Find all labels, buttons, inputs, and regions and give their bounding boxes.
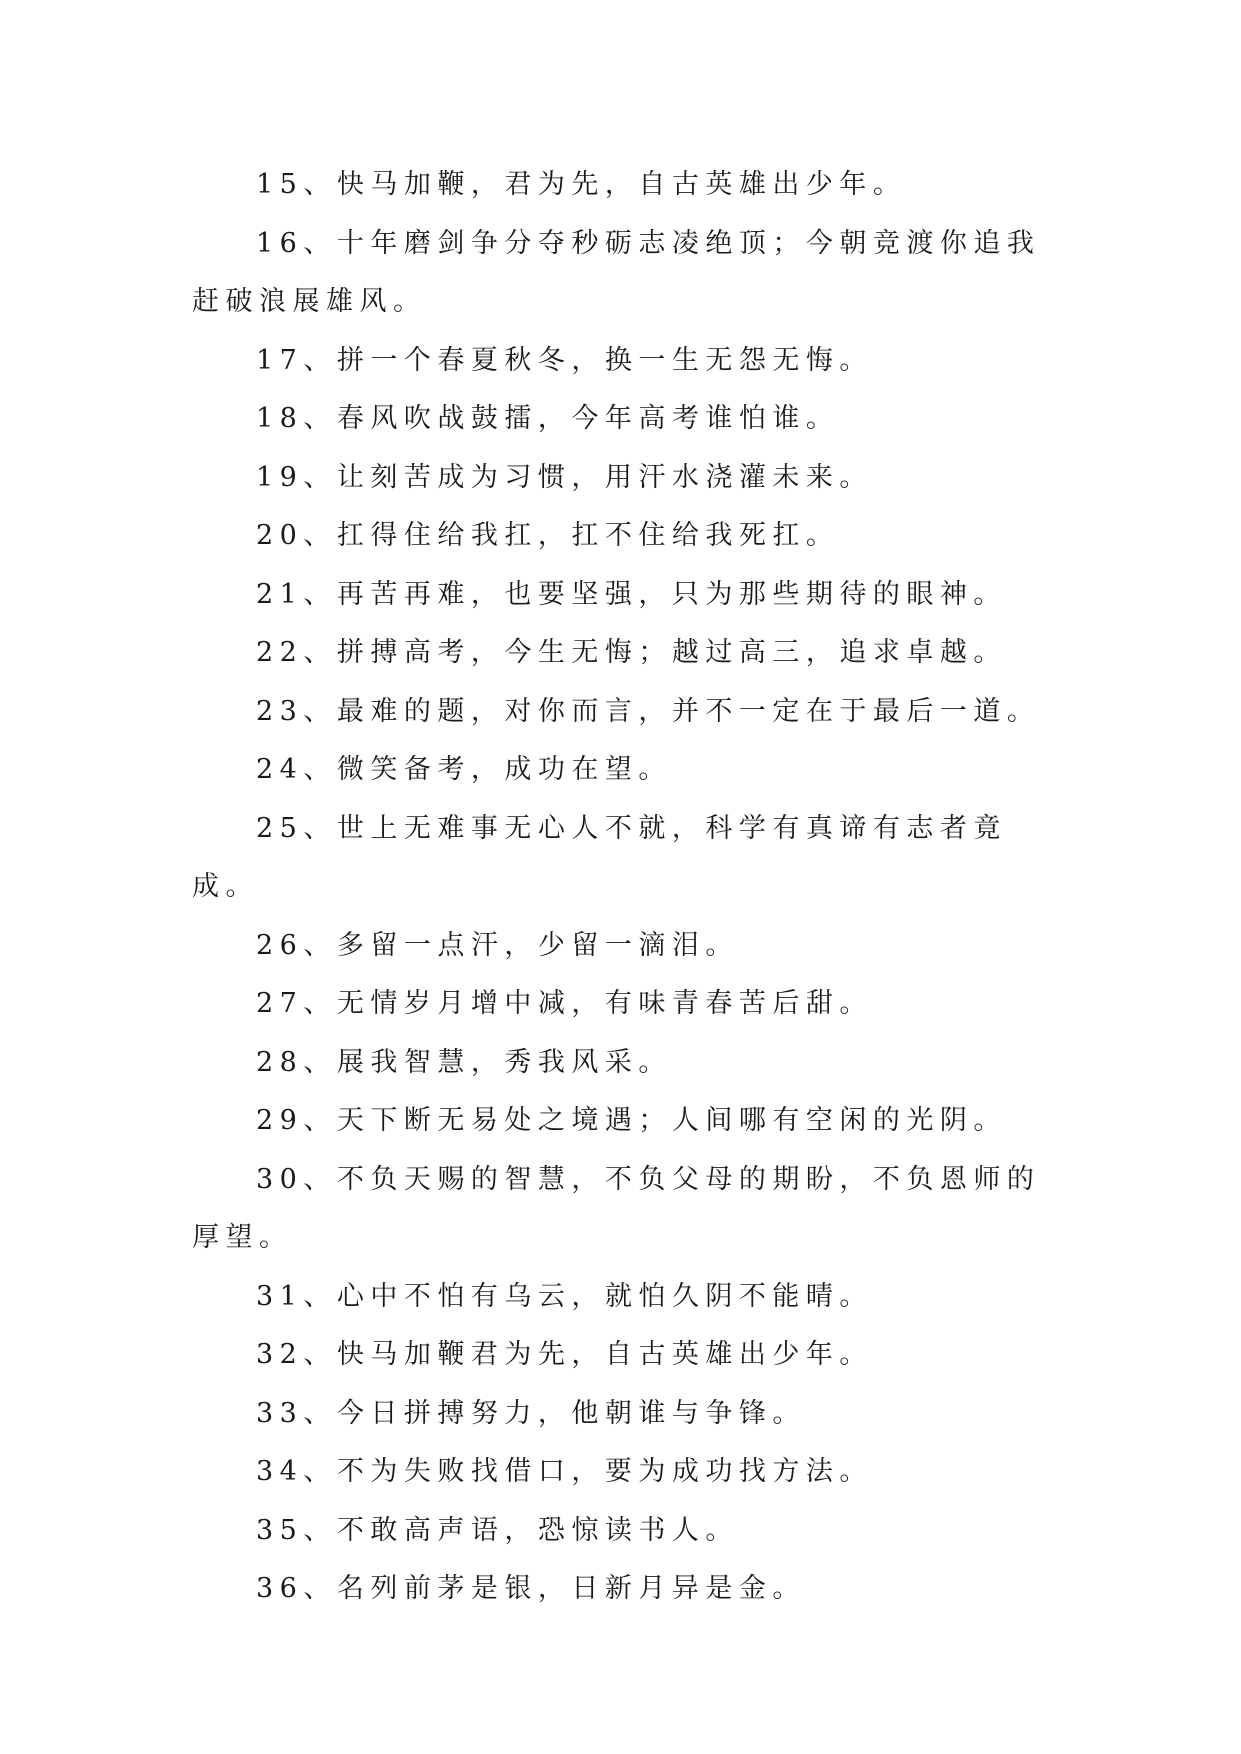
list-item: 27、无情岁月增中减，有味青春苦后甜。 [256,988,873,1019]
list-item: 32、快马加鞭君为先，自古英雄出少年。 [256,1339,873,1370]
list-item: 24、微笑备考，成功在望。 [256,754,672,785]
list-item: 19、让刻苦成为习惯，用汗水浇灌未来。 [256,461,873,493]
list-item: 25、世上无难事无心人不就，科学有真谛有志者竟成。 [192,812,1007,902]
list-item: 29、天下断无易处之境遇；人间哪有空闲的光阴。 [256,1105,1007,1136]
list-item: 26、多留一点汗，少留一滴泪。 [256,929,739,961]
list-item: 35、不敢高声语，恐惊读书人。 [256,1514,739,1546]
list-item: 33、今日拼搏努力，他朝谁与争锋。 [256,1397,806,1429]
list-item: 16、十年磨剑争分夺秒砺志凌绝顶；今朝竞渡你追我赶破浪展雄风。 [192,227,1041,317]
document-body [192,156,1052,1619]
list-item: 34、不为失败找借口，要为成功找方法。 [256,1456,873,1487]
list-item: 17、拼一个春夏秋冬，换一生无怨无悔。 [256,344,873,376]
list-item: 20、扛得住给我扛，扛不住给我死扛。 [256,520,840,551]
list-item: 18、春风吹战鼓擂，今年高考谁怕谁。 [256,403,840,434]
list-item: 30、不负天赐的智慧，不负父母的期盼，不负恩师的厚望。 [192,1163,1041,1253]
list-item: 28、展我智慧，秀我风采。 [256,1046,672,1078]
list-item: 31、心中不怕有乌云，就怕久阴不能晴。 [256,1280,873,1312]
list-item: 15、快马加鞭，君为先，自古英雄出少年。 [256,169,907,200]
list-item: 22、拼搏高考，今生无悔；越过高三，追求卓越。 [256,637,1007,668]
list-item: 36、名列前茅是银，日新月异是金。 [256,1573,806,1604]
list-item: 23、最难的题，对你而言，并不一定在于最后一道。 [256,695,1041,727]
list-item: 21、再苦再难，也要坚强，只为那些期待的眼神。 [256,578,1007,610]
